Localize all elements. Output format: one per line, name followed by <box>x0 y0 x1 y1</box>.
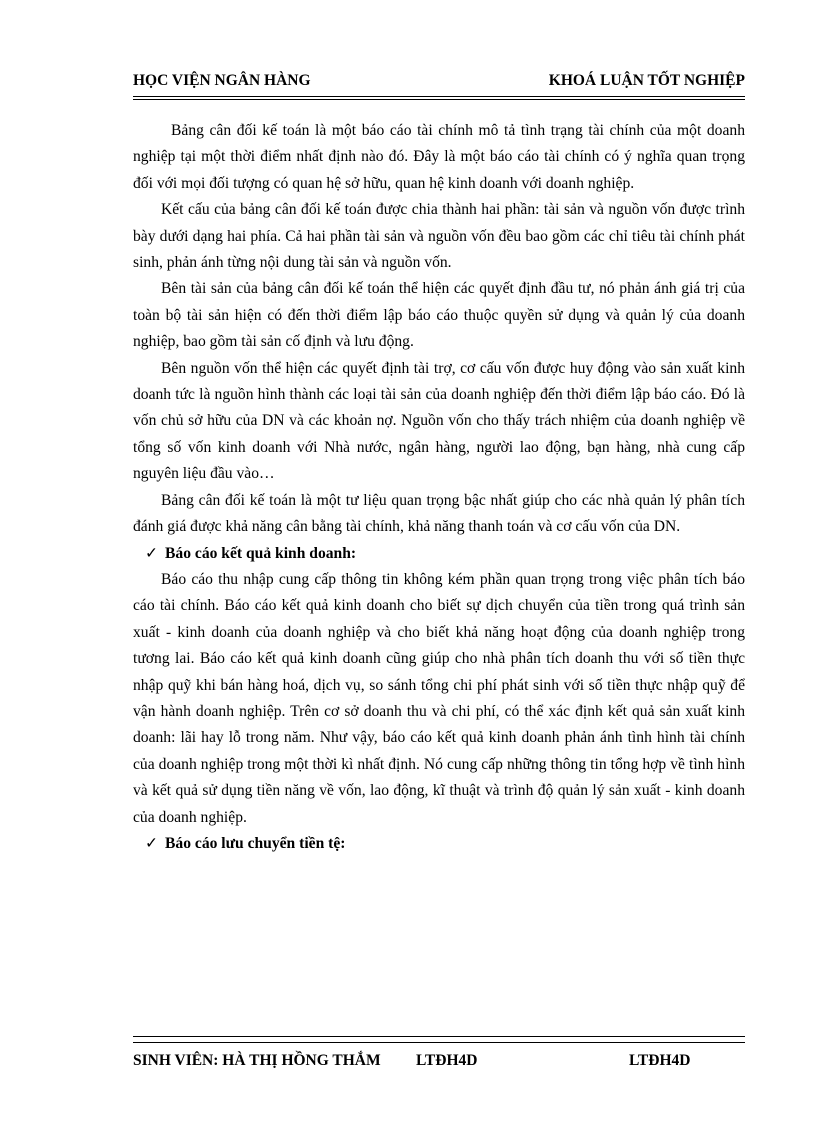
page-body <box>133 118 745 857</box>
page-header <box>133 70 745 96</box>
footer-class-code: LTĐH4D <box>416 1052 478 1069</box>
checkmark-icon: ✓ <box>145 544 159 562</box>
paragraph-capital-side: Bên nguồn vốn thể hiện các quyết định tài trợ, cơ cấu vốn được huy động vào sản xuất kinh doanh tức là nguồn hình thành các loại tài sản của doanh nghiệp đến thời điểm lập báo cáo. Đó là vốn chủ sở hữu của DN và các khoản nợ. Nguồn vốn cho thấy trách nhiệm của doanh nghiệp về tổng số vốn kinh doanh với Nhà nước, ngân hàng, người lao động, bạn hàng, nhà cung cấp nguyên liệu đầu vào… <box>133 359 745 483</box>
page-footer <box>133 1052 745 1078</box>
section-heading-cash-flow <box>133 831 745 857</box>
footer-class-code-right: LTĐH4D <box>629 1052 691 1069</box>
paragraph-assets-side: Bên tài sản của bảng cân đối kế toán thể hiện các quyết định đầu tư, nó phản ánh giá trị của toàn bộ tài sản hiện có đến thời điểm lập báo cáo thuộc quyền sử dụng và quản lý của doanh nghiệp, bao gồm tài sản cố định và lưu động. <box>133 280 745 351</box>
header-institution: HỌC VIỆN NGÂN HÀNG <box>133 72 311 89</box>
paragraph-balance-sheet-definition: Bảng cân đối kế toán là một báo cáo tài chính mô tả tình trạng tài chính của một doanh nghiệp tại một thời điểm nhất định nào đó. Đây là một báo cáo tài chính có ý nghĩa quan trọng đối với mọi đối tượng có quan hệ sở hữu, quan hệ kinh doanh với doanh nghiệp. <box>133 122 745 192</box>
header-document-type: KHOÁ LUẬN TỐT NGHIỆP <box>548 72 745 89</box>
paragraph-balance-sheet-structure: Kết cấu của bảng cân đối kế toán được chia thành hai phần: tài sản và nguồn vốn được trình bày dưới dạng hai phía. Cả hai phần tài sản và nguồn vốn đều bao gồm các chỉ tiêu tài chính phát sinh, phản ánh từng nội dung tài sản và nguồn vốn. <box>133 201 745 272</box>
section-heading-income-statement <box>133 541 745 567</box>
checkmark-icon: ✓ <box>145 834 159 852</box>
paragraph-income-statement: Báo cáo thu nhập cung cấp thông tin không kém phần quan trọng trong việc phân tích báo cáo tài chính. Báo cáo kết quả kinh doanh cho biết sự dịch chuyển của tiền trong quá trình sản xuất - kinh doanh của doanh nghiệp và cho biết khả năng hoạt động của doanh nghiệp trong tương lai. Báo cáo kết quả kinh doanh cũng giúp cho nhà phân tích doanh thu với số tiền thực nhập quỹ khi bán hàng hoá, dịch vụ, so sánh tổng chi phí phát sinh với số tiền thực nhập quỹ để vận hành doanh nghiệp. Trên cơ sở doanh thu và chi phí, có thể xác định kết quả sản xuất kinh doanh: lãi hay lỗ trong năm. Như vậy, báo cáo kết quả kinh doanh phản ánh tình hình tài chính của doanh nghiệp trong một thời kì nhất định. Nó cung cấp những thông tin tổng hợp về tình hình và kết quả sử dụng tiền năng về vốn, lao động, kĩ thuật và trình độ quản lý sản xuất - kinh doanh của doanh nghiệp. <box>133 570 745 826</box>
section-title: Báo cáo kết quả kinh doanh: <box>165 544 357 562</box>
header-divider <box>133 96 745 100</box>
paragraph-balance-sheet-importance: Bảng cân đối kế toán là một tư liệu quan trọng bậc nhất giúp cho các nhà quản lý phân tích đánh giá được khả năng cân bằng tài chính, khả năng thanh toán và cơ cấu vốn của DN. <box>133 491 745 536</box>
section-title: Báo cáo lưu chuyển tiền tệ: <box>165 834 346 852</box>
footer-student-name: SINH VIÊN: HÀ THỊ HỒNG THẮM <box>133 1052 381 1069</box>
footer-divider <box>133 1036 745 1043</box>
